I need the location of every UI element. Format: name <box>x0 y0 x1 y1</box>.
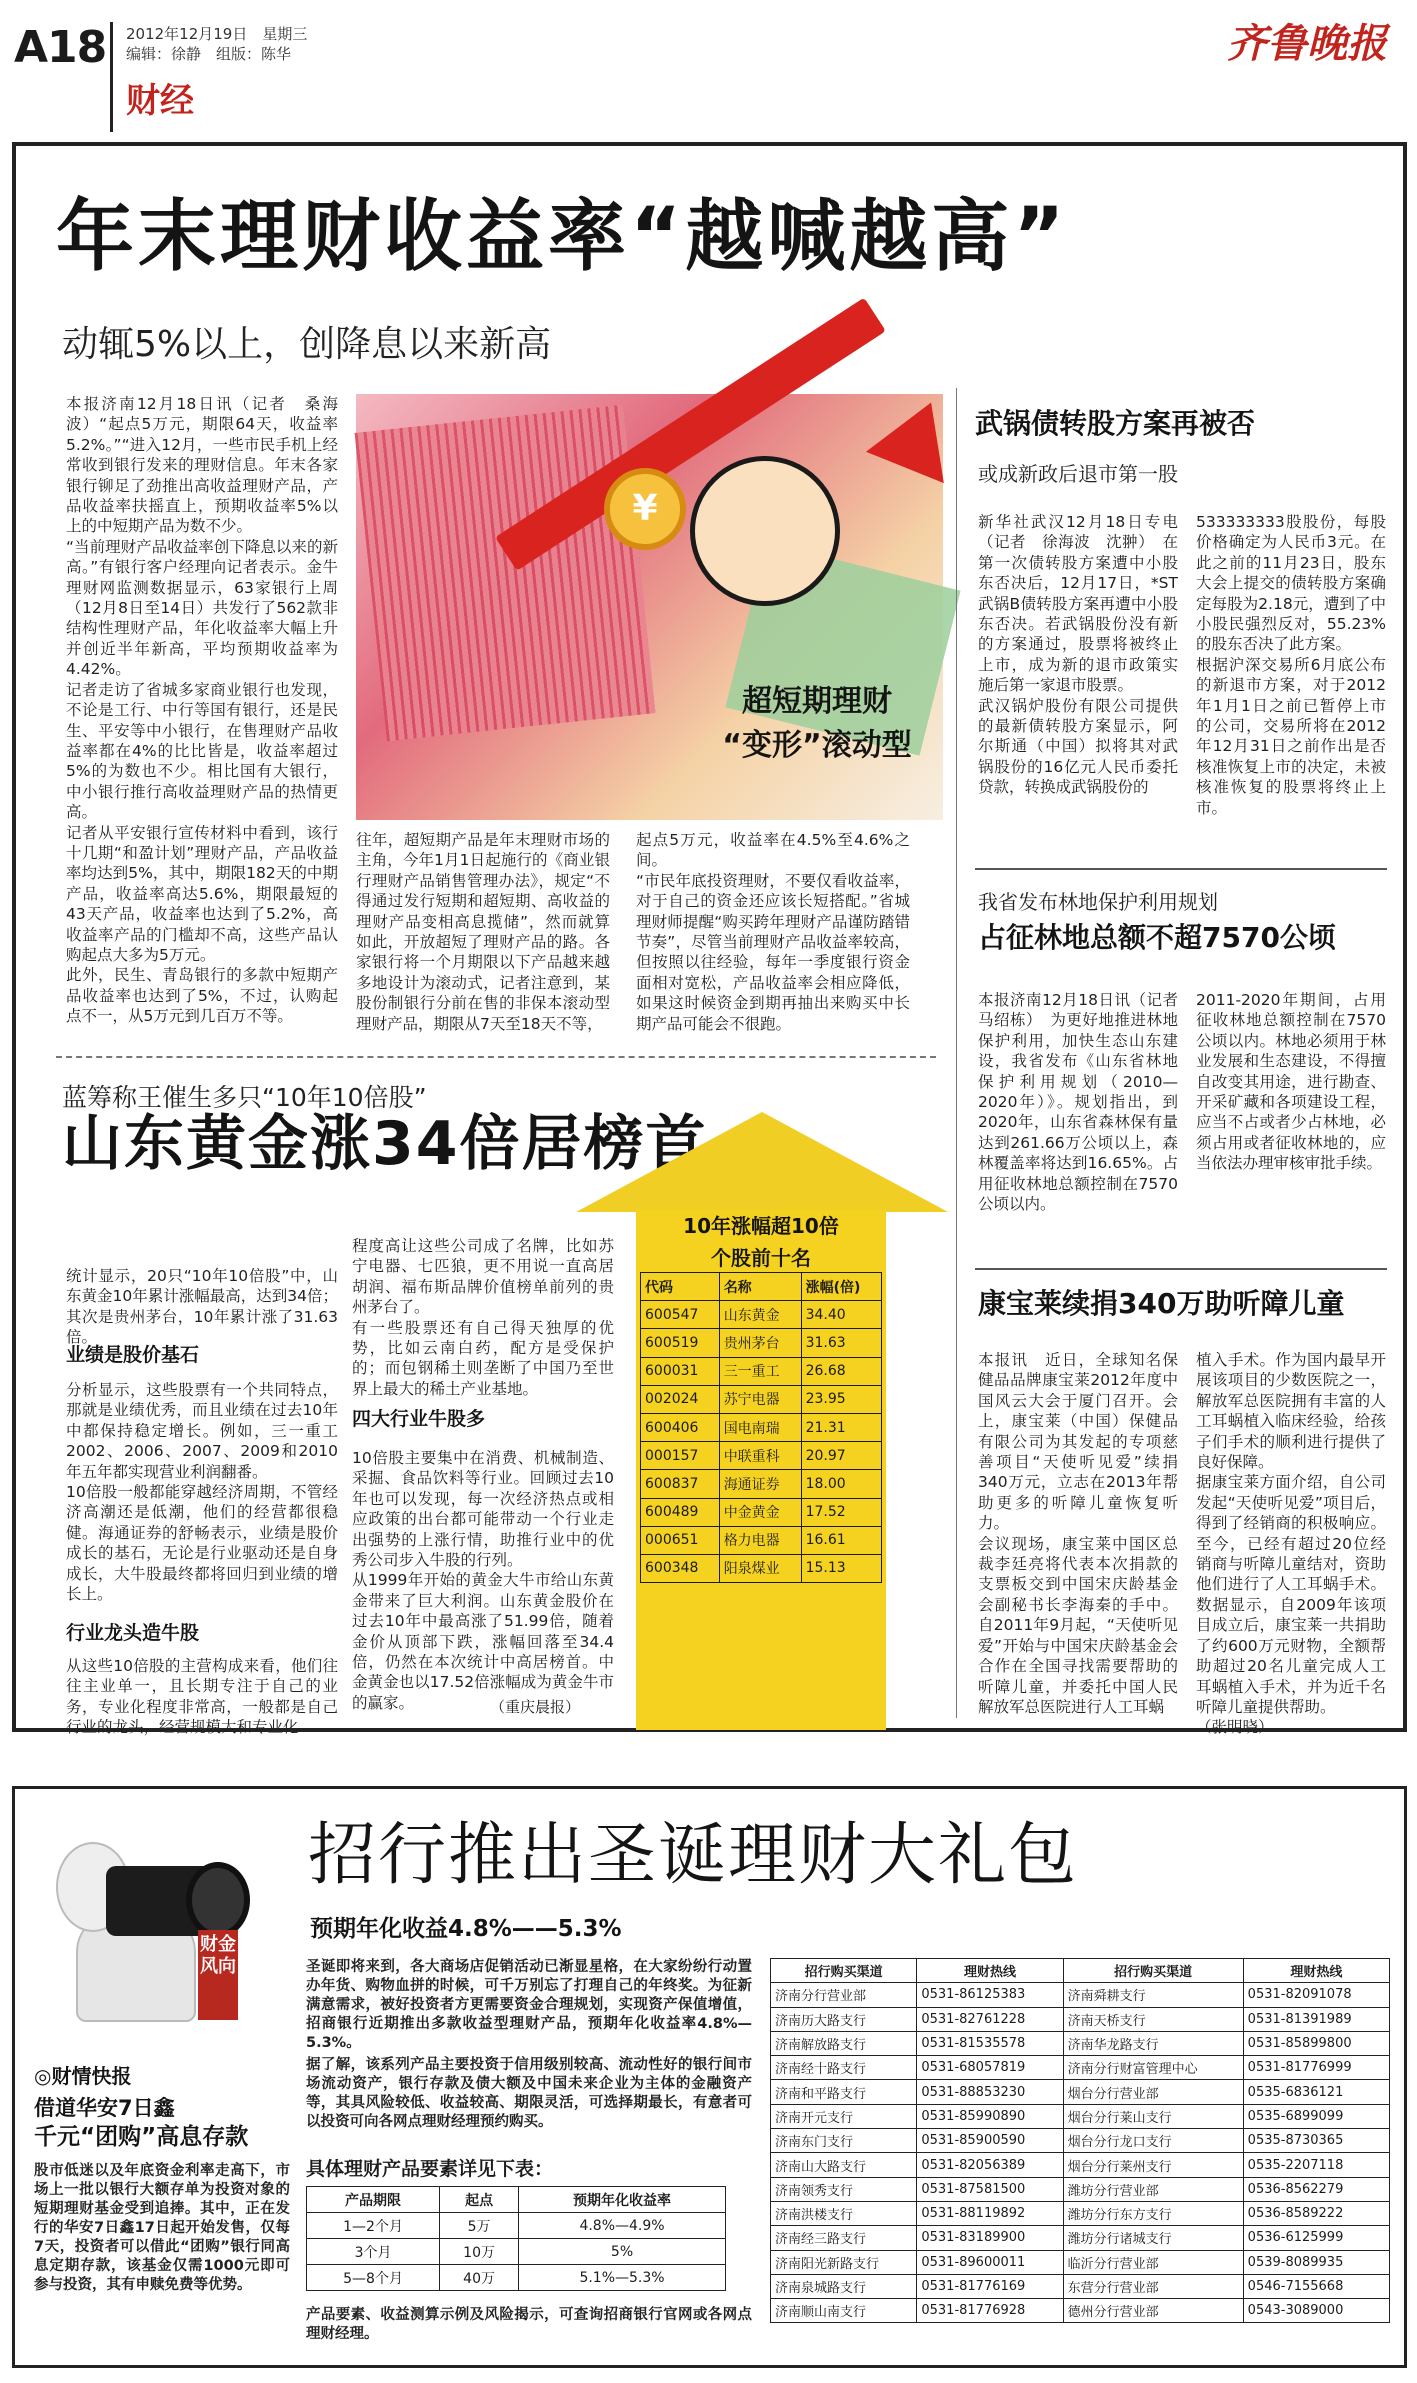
news-headline-1: 借道华安7日鑫 <box>34 2096 175 2120</box>
table-cell: 20.97 <box>801 1442 881 1470</box>
table-row <box>771 1983 1390 2007</box>
table-row <box>307 2265 726 2291</box>
table-row <box>641 1329 882 1357</box>
table-cell: 潍坊分行诸城支行 <box>1063 2226 1243 2250</box>
gold-subsection-2: 行业龙头造牛股 <box>66 1622 200 1644</box>
column-header: 涨幅(倍) <box>801 1273 881 1301</box>
table-cell: 0531-83189900 <box>917 2226 1063 2250</box>
table-row <box>771 2226 1390 2250</box>
gold-credit: （重庆晨报） <box>490 1698 581 1716</box>
table-row <box>771 2274 1390 2298</box>
table-cell: 0536-8589222 <box>1243 2201 1389 2225</box>
table-cell: 3个月 <box>307 2239 440 2265</box>
table-cell: 0531-88119892 <box>917 2201 1063 2225</box>
table-cell: 31.63 <box>801 1329 881 1357</box>
table-row <box>307 2239 726 2265</box>
table-cell: 德州分行营业部 <box>1063 2299 1243 2323</box>
table-cell: 济南山大路支行 <box>771 2153 917 2177</box>
table-cell: 34.40 <box>801 1301 881 1329</box>
table-cell: 中联重科 <box>719 1442 801 1470</box>
table-cell: 济南舜耕支行 <box>1063 1983 1243 2007</box>
table-cell: 山东黄金 <box>719 1301 801 1329</box>
table-row <box>641 1442 882 1470</box>
top-ten-table-box <box>636 1180 886 1740</box>
forest-column-2: 2011-2020年期间，占用征收林地总额控制在7570公顷以内。林地必须用于林业发展和生态建设，不得擅自改变其用途，进行勘查、开采矿藏和各项建设工程，应当不占或者少占林地，必须占用或者征收林地的，应当依法办理审核审批手续。 <box>1196 991 1386 1173</box>
table-cell: 东营分行营业部 <box>1063 2274 1243 2298</box>
lead-column-1: 本报济南12月18日讯（记者 桑海波）“起点5万元，期限64天，收益率5.2%。”“进入12月，一些市民手机上经常收到银行发来的理财信息。年末各家银行铆足了劲推出高收益理财产品，产品收益率扶摇直上，预期收益率5%以上的中短期产品为数不少。 “当前理财产品收益率创下降息以来的新高。”有银行客户经理向记者表示。金牛理财网监测数据显示，63家银行上周（12月8日至14日）共发行了562款非结构性理财产品，年化收益率大幅上升并创近半年新高，平均预期收益率为4.42%。 记者走访了省城多家商业银行也发现，不论是工行、中行等国有银行，还是民生、平安等中小银行，在售理财产品收益率都在4%的比比皆是，收益率超过5%的为数也不少。相比国有大银行，中小银行推行高收益理财产品的热情更高。 记者从平安银行宣传材料中看到，该行十几期“和盈计划”理财产品，产品收益率均达到5%，其中，期限182天的中期产品，收益率高达5.6%，期限最短的43天产品，收益率也达到了5.2%，高收益率产品的门槛却不高，这些产品认购起点大多为5万元。 此外，民生、青岛银行的多款中短期产品收益率也达到了5%，不过，认购起点不一，从5万元到几百万不等。 <box>66 395 338 1026</box>
top-ten-title <box>636 1210 886 1274</box>
table-row <box>771 2250 1390 2274</box>
column-header: 理财热线 <box>917 1959 1063 1983</box>
table-cell: 40万 <box>440 2265 519 2291</box>
table-cell: 0531-82761228 <box>917 2007 1063 2031</box>
product-table <box>306 2186 726 2291</box>
column-header: 理财热线 <box>1243 1959 1389 1983</box>
lead-column-2: 往年，超短期产品是年末理财市场的主角，今年1月1日起施行的《商业银行理财产品销售管理办法》，规定“不得通过发行短期和超短期、高收益的理财产品变相高息揽储”，然而就算如此，开放超短了理财产品的路。各家银行将一个月期限以下产品越来越多地设计为滚动式，记者注意到，某股份制银行分前在售的非保本滚动型理财产品，期限从7天至18天不等， <box>356 831 610 1033</box>
column-divider <box>956 388 957 1718</box>
table-cell: 济南泉城路支行 <box>771 2274 917 2298</box>
table-row <box>771 2080 1390 2104</box>
news-headline-2: 千元“团购”高息存款 <box>34 2124 249 2150</box>
table-cell: 三一重工 <box>719 1357 801 1385</box>
table-cell: 4.8%—4.9% <box>519 2213 726 2239</box>
illustration-caption-line-1: 超短期理财 <box>742 684 892 719</box>
table-cell: 16.61 <box>801 1526 881 1554</box>
table-cell: 0531-68057819 <box>917 2056 1063 2080</box>
table-cell: 21.31 <box>801 1413 881 1441</box>
divider <box>975 1268 1387 1270</box>
gold-subsection-1: 业绩是股价基石 <box>66 1344 200 1366</box>
kangbaolai-column-1: 本报讯 近日，全球知名保健品品牌康宝莱2012年度中国风云大会于厦门召开。会上，康宝莱（中国）保健品有限公司为其发起的专项慈善项目“天使听见爱”续捐340万元，立志在2013年帮助更多的听障儿童恢复听力。 会议现场，康宝莱中国区总裁李廷亮将代表本次捐款的支票板交到中国宋庆龄基金会副秘书长李海秦的手中。自2011年9月起，“天使听见爱”开始与中国宋庆龄基金会合作在全国寻找需要帮助的听障儿童，并委托中国人民解放军总医院进行人工耳蜗 <box>978 1351 1178 1716</box>
table-row <box>771 2031 1390 2055</box>
up-arrow-shape <box>576 1112 948 1212</box>
table-cell: 600547 <box>641 1301 720 1329</box>
table-cell: 0531-85990890 <box>917 2104 1063 2128</box>
table-cell: 0531-81776928 <box>917 2299 1063 2323</box>
gold-subsection-3: 四大行业牛股多 <box>352 1408 486 1430</box>
table-cell: 格力电器 <box>719 1526 801 1554</box>
table-row <box>641 1413 882 1441</box>
table-cell: 济南分行财富管理中心 <box>1063 2056 1243 2080</box>
table-row <box>771 2104 1390 2128</box>
product-table-heading: 具体理财产品要素详见下表： <box>306 2158 554 2180</box>
table-cell: 0531-87581500 <box>917 2177 1063 2201</box>
section-label: 财经 <box>126 81 194 121</box>
forest-title: 占征林地总额不超7570公顷 <box>978 921 1336 954</box>
table-cell: 济南经三路支行 <box>771 2226 917 2250</box>
illustration-caption-line-2: “变形”滚动型 <box>722 728 912 763</box>
lead-headline: 年末理财收益率“越喊越高” <box>56 192 1069 282</box>
table-cell: 0531-81535578 <box>917 2031 1063 2055</box>
table-row <box>771 2153 1390 2177</box>
table-row <box>641 1385 882 1413</box>
table-cell: 10万 <box>440 2239 519 2265</box>
lead-column-3: 起点5万元，收益率在4.5%至4.6%之间。 “市民年底投资理财，不要仅看收益率，对于自己的资金还应该长短搭配。”省城理财师提醒“购买跨年理财产品谨防踏错节奏”，尽管当前理财产品收益率较高，但按照以往经验，每年一季度银行资金面相对宽松，产品收益率会相应降低，如果这时候资金到期再抽出来购买中长期产品可能会不很跑。 <box>636 831 910 1033</box>
column-header: 招行购买渠道 <box>1063 1959 1243 1983</box>
table-header-row <box>307 2187 726 2213</box>
table-cell: 0531-88853230 <box>917 2080 1063 2104</box>
table-cell: 0536-6125999 <box>1243 2226 1389 2250</box>
table-row <box>771 2201 1390 2225</box>
table-cell: 600519 <box>641 1329 720 1357</box>
table-cell: 济南经十路支行 <box>771 2056 917 2080</box>
table-cell: 0531-86125383 <box>917 1983 1063 2007</box>
table-cell: 济南阳光新路支行 <box>771 2250 917 2274</box>
table-cell: 0531-81776999 <box>1243 2056 1389 2080</box>
gold-para-2: 从这些10倍股的主营构成来看，他们往往主业单一，且长期专注于自己的业务，专业化程度非常高，一般都是自己行业的龙头，经营规模大和专业化 <box>66 1657 338 1737</box>
table-cell: 济南分行营业部 <box>771 1983 917 2007</box>
table-cell: 0531-85899800 <box>1243 2031 1389 2055</box>
table-cell: 潍坊分行营业部 <box>1063 2177 1243 2201</box>
yuan-coin-icon: ¥ <box>604 468 686 550</box>
table-row <box>307 2213 726 2239</box>
column-badge: 财金风向 <box>198 1930 238 2020</box>
kangbaolai-title: 康宝莱续捐340万助听障儿童 <box>978 1287 1345 1320</box>
table-cell: 0531-82056389 <box>917 2153 1063 2177</box>
table-cell: 000157 <box>641 1442 720 1470</box>
table-cell: 烟台分行龙口支行 <box>1063 2129 1243 2153</box>
forest-column-1: 本报济南12月18日讯（记者 马绍栋） 为更好地推进林地保护利用，加快生态山东建设，我省发布《山东省林地保护利用规划（2010—2020年）》。规划指出，到2020年，山东省森林保有量达到261.66万公顷以上，森林覆盖率将达到16.65%。占用征收林地总额控制在7570公顷以内。 <box>978 991 1194 1214</box>
divider <box>975 868 1387 870</box>
page-number: A18 <box>14 22 107 73</box>
date-line: 2012年12月19日 星期三 <box>126 25 308 43</box>
table-row <box>641 1498 882 1526</box>
table-row <box>641 1470 882 1498</box>
table-cell: 0543-3089000 <box>1243 2299 1389 2323</box>
table-cell: 中金黄金 <box>719 1498 801 1526</box>
table-cell: 23.95 <box>801 1385 881 1413</box>
table-cell: 17.52 <box>801 1498 881 1526</box>
ad-footer: 产品要素、收益测算示例及风险揭示，可查询招商银行官网或各网点理财经理。 <box>306 2307 752 2342</box>
table-cell: 18.00 <box>801 1470 881 1498</box>
table-cell: 5万 <box>440 2213 519 2239</box>
table-cell: 苏宁电器 <box>719 1385 801 1413</box>
table-cell: 济南洪楼支行 <box>771 2201 917 2225</box>
wuguo-title: 武锅债转股方案再被否 <box>975 407 1256 440</box>
table-cell: 0539-8089935 <box>1243 2250 1389 2274</box>
table-cell: 0531-81776169 <box>917 2274 1063 2298</box>
table-cell: 600031 <box>641 1357 720 1385</box>
table-cell: 贵州茅台 <box>719 1329 801 1357</box>
table-cell: 阳泉煤业 <box>719 1554 801 1582</box>
table-cell: 0536-8562279 <box>1243 2177 1389 2201</box>
table-cell: 济南开元支行 <box>771 2104 917 2128</box>
lead-subhead: 动辄5%以上，创降息以来新高 <box>62 324 552 365</box>
table-cell: 600406 <box>641 1413 720 1441</box>
table-cell: 0535-8730365 <box>1243 2129 1389 2153</box>
table-row <box>771 2177 1390 2201</box>
table-cell: 1—2个月 <box>307 2213 440 2239</box>
table-header-row <box>641 1273 882 1301</box>
top-ten-table <box>640 1272 882 1583</box>
table-cell: 烟台分行莱山支行 <box>1063 2104 1243 2128</box>
table-row <box>641 1301 882 1329</box>
header-divider <box>110 22 113 132</box>
forest-kicker: 我省发布林地保护利用规划 <box>978 890 1218 914</box>
table-cell: 5.1%—5.3% <box>519 2265 726 2291</box>
kangbaolai-column-2: 植入手术。作为国内最早开展该项目的少数医院之一，解放军总医院拥有丰富的人工耳蜗植入临床经验，给孩子们手术的顺利进行提供了良好保障。 据康宝莱方面介绍，自公司发起“天使听见爱”项目后，得到了经销商的积极响应。至今，已经有超过20位经销商与听障儿童结对，资助他们进行了人工耳蜗手术。数据显示，自2009年该项目成立后，康宝莱一共捐助了约600万元财物，全额帮助超过20名儿童完成人工耳蜗植入手术，并为近千名听障儿童提供帮助。 （张明晓） <box>1196 1351 1386 1737</box>
table-cell: 15.13 <box>801 1554 881 1582</box>
top-ten-title-line-2: 个股前十名 <box>711 1246 811 1270</box>
table-cell: 济南领秀支行 <box>771 2177 917 2201</box>
table-row <box>771 2056 1390 2080</box>
table-cell: 0535-2207118 <box>1243 2153 1389 2177</box>
column-header: 招行购买渠道 <box>771 1959 917 1983</box>
table-cell: 临沂分行营业部 <box>1063 2250 1243 2274</box>
gold-column-2a: 程度高让这些公司成了名牌，比如苏宁电器、七匹狼，更不用说一直高居胡润、福布斯品牌价值榜单前列的贵州茅台了。 有一些股票还有自己得天独厚的优势，比如云南白药，配方是受保护的；而包钢稀土则垄断了中国乃至世界上最大的稀土产业基地。 <box>352 1237 614 1398</box>
news-body: 股市低迷以及年底资金利率走高下，市场上一批以银行大额存单为投资对象的短期理财基金受到追捧。其中，正在发行的华安7日鑫17日起开始发售，仅每7天，投资者可以借此“团购”银行同高息定期存款，该基金仅需1000元即可参与投资，其有申赎免费等优势。 <box>34 2163 290 2293</box>
table-cell: 0531-89600011 <box>917 2250 1063 2274</box>
table-cell: 烟台分行莱州支行 <box>1063 2153 1243 2177</box>
ad-body-2: 据了解，该系列产品主要投资于信用级别较高、流动性好的银行间市场流动资产，银行存款及债大额及中国未来企业为主体的金融资产等，其具风险较低、收益较高、期限灵活，可选择期最长，有意者可以投资可向各网点理财经理预约购买。 <box>306 2057 752 2130</box>
dashed-divider <box>56 1056 936 1058</box>
photographer-illustration <box>36 1822 236 2022</box>
table-cell: 济南和平路支行 <box>771 2080 917 2104</box>
table-cell: 600837 <box>641 1470 720 1498</box>
table-cell: 5% <box>519 2239 726 2265</box>
table-row <box>771 2299 1390 2323</box>
table-cell: 0531-81391989 <box>1243 2007 1389 2031</box>
table-row <box>641 1554 882 1582</box>
editors-line: 编辑：徐静 组版：陈华 <box>126 45 292 63</box>
table-cell: 0531-85900590 <box>917 2129 1063 2153</box>
column-header: 代码 <box>641 1273 720 1301</box>
table-cell: 26.68 <box>801 1357 881 1385</box>
table-cell: 0531-82091078 <box>1243 1983 1389 2007</box>
table-row <box>771 2007 1390 2031</box>
table-cell: 600348 <box>641 1554 720 1582</box>
banknote-shape <box>355 405 656 742</box>
table-cell: 潍坊分行东方支行 <box>1063 2201 1243 2225</box>
table-cell: 002024 <box>641 1385 720 1413</box>
table-cell: 济南顺山南支行 <box>771 2299 917 2323</box>
table-cell: 海通证券 <box>719 1470 801 1498</box>
table-cell: 600489 <box>641 1498 720 1526</box>
column-header: 起点 <box>440 2187 519 2213</box>
table-cell: 济南华龙路支行 <box>1063 2031 1243 2055</box>
table-cell: 5—8个月 <box>307 2265 440 2291</box>
table-row <box>641 1526 882 1554</box>
illustration-caption <box>712 680 922 768</box>
table-cell: 0535-6899099 <box>1243 2104 1389 2128</box>
gold-para-1: 分析显示，这些股票有一个共同特点，那就是业绩优秀，而且业绩在过去10年中都保持稳定增长。例如，三一重工2002、2006、2007、2009和2010年五年都实现营业利润翻番。 10倍股一般都能穿越经济周期，不管经济高潮还是低潮，他们的经营都很稳健。海通证券的舒畅表示，业绩是股价成长的基石，无论是行业驱动还是自身成长，大牛股最终都将回归到业绩的增长上。 <box>66 1381 338 1604</box>
column-header: 名称 <box>719 1273 801 1301</box>
wuguo-column-1: 新华社武汉12月18日专电（记者 徐海波 沈翀） 在第一次债转股方案遭中小股东否决后，12月17日，*ST武锅B债转股方案再遭中小股东否决。若武锅股份没有新的方案通过，股票将被终止上市，成为新的退市政策实施后第一家退市股票。 武汉锅炉股份有限公司提供的最新债转股方案显示，阿尔斯通（中国）拟将其对武锅股份的16亿元人民币委托贷款，转换成武锅股份的 <box>978 513 1178 797</box>
news-tag: ◎财情快报 <box>34 2064 132 2088</box>
table-cell: 000651 <box>641 1526 720 1554</box>
table-cell: 0535-6836121 <box>1243 2080 1389 2104</box>
ad-subtitle: 预期年化收益4.8%——5.3% <box>310 1916 622 1942</box>
ad-body-1: 圣诞即将来到，各大商场店促销活动已渐显星格，在大家纷纷行动置办年货、购物血拼的时候，可千万别忘了打理自己的年终奖。为征新满意需求，被好投资者方更需要资金合理规划，实现资产保值增值，招商银行近期推出多款收益型理财产品，预期年化收益率4.8%—5.3%。 <box>306 1959 752 2051</box>
table-cell: 0546-7155668 <box>1243 2274 1389 2298</box>
table-cell: 济南东门支行 <box>771 2129 917 2153</box>
table-cell: 济南天桥支行 <box>1063 2007 1243 2031</box>
gold-kicker: 蓝筹称王催生多只“10年10倍股” <box>62 1083 427 1112</box>
table-cell: 济南解放路支行 <box>771 2031 917 2055</box>
branch-table <box>770 1958 1390 2323</box>
table-cell: 国电南瑞 <box>719 1413 801 1441</box>
table-header-row <box>771 1959 1390 1983</box>
header-meta <box>126 24 307 64</box>
top-ten-title-line-1: 10年涨幅超10倍 <box>683 1214 839 1238</box>
column-header: 预期年化收益率 <box>519 2187 726 2213</box>
newspaper-logo: 齐鲁晚报 <box>1227 20 1387 67</box>
gold-column-2b: 10倍股主要集中在消费、机械制造、采掘、食品饮料等行业。回顾过去10年也可以发现，每一次经济热点或相应政策的出台都可能带动一个行业走出强势的上涨行情，助推行业中的优秀公司步入牛股的行列。 从1999年开始的黄金大牛市给山东黄金带来了巨大利润。山东黄金股价在过去10年中最高涨了51.99倍，随着金价从顶部下跌，涨幅回落至34.4倍，仍然在本次统计中高居榜首。中金黄金也以17.52倍涨幅成为黄金牛市的赢家。 <box>352 1449 614 1712</box>
wuguo-subtitle: 或成新政后退市第一股 <box>978 462 1178 486</box>
cartoon-man-icon <box>690 456 840 606</box>
gold-intro: 统计显示，20只“10年10倍股”中，山东黄金10年累计涨幅最高，达到34倍；其次是贵州茅台，10年累计涨了31.63倍。 <box>66 1267 338 1347</box>
table-row <box>641 1357 882 1385</box>
gold-title: 山东黄金涨34倍居榜首 <box>62 1109 708 1179</box>
wuguo-column-2: 533333333股股份，每股价格确定为人民币3元。在此之前的11月23日，股东大会上提交的债转股方案确定每股为2.18元，遭到了中小股民强烈反对，55.23%的股东否决了此方案。 根据沪深交易所6月底公布的新退市方案，对于2012年1月1日之前已暂停上市的公司，交易所将在2012年12月31日之前作出是否核准恢复上市的决定，未被核准恢复的股票将终止上市。 <box>1196 513 1386 817</box>
table-row <box>771 2129 1390 2153</box>
column-header: 产品期限 <box>307 2187 440 2213</box>
table-cell: 烟台分行营业部 <box>1063 2080 1243 2104</box>
table-cell: 济南历大路支行 <box>771 2007 917 2031</box>
ad-title: 招行推出圣诞理财大礼包 <box>308 1816 1079 1895</box>
camera-lens-icon <box>186 1862 250 1938</box>
